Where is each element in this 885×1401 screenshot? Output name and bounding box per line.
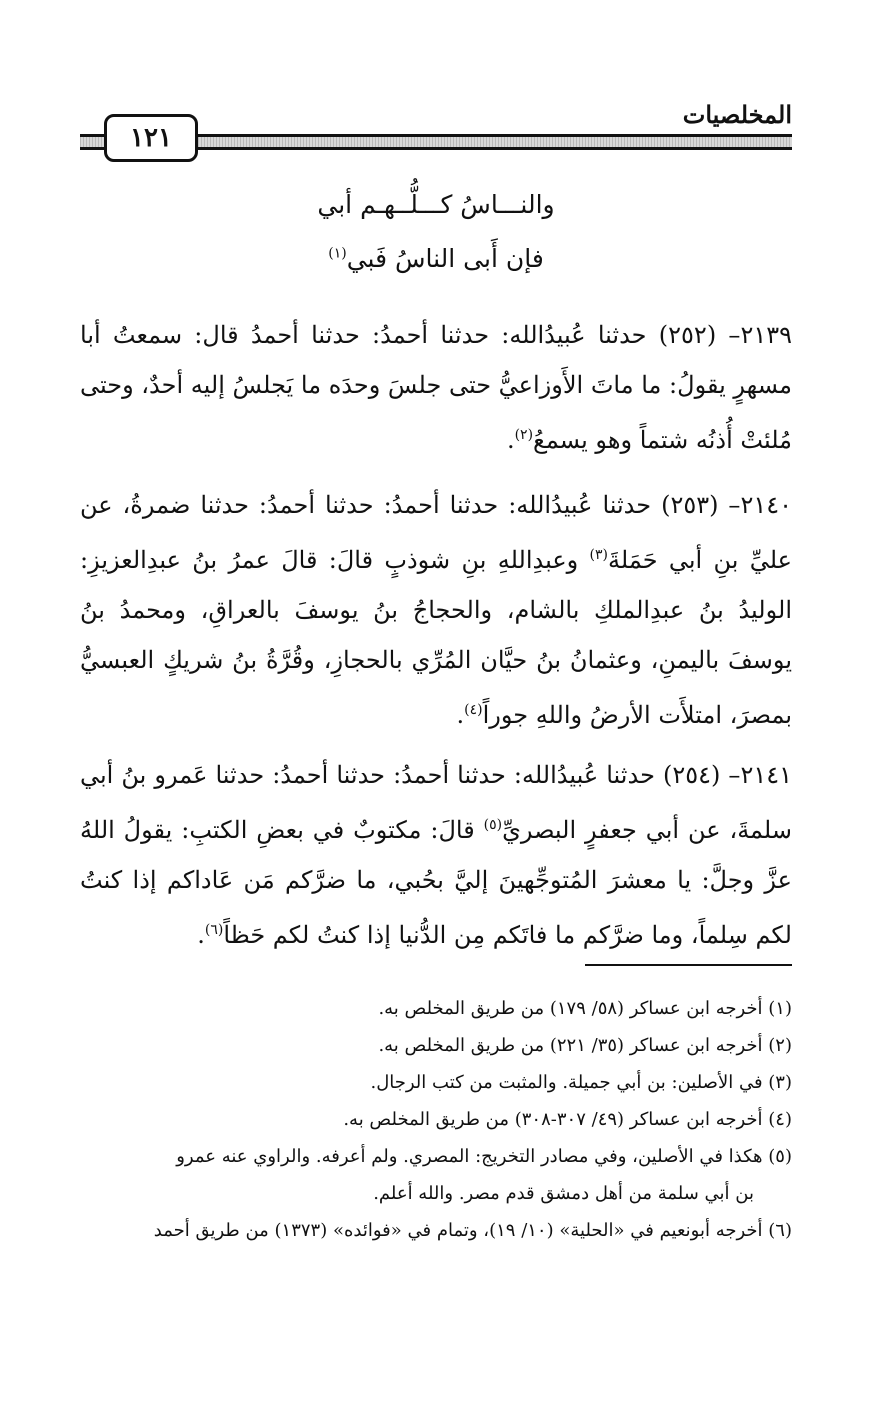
hadith-2140-text: ٢١٤٠– (٢٥٣) حدثنا عُبيدُالله: حدثنا أحمدُ: حدثنا أحمدُ: حدثنا ضمرةُ، عن عليِّ بنِ أبي حَمَلةَ (80, 491, 792, 574)
footnotes (80, 990, 792, 1249)
footnote-ref-3: (٣) (589, 547, 609, 563)
footnote-5-cont-text: بن أبي سلمة من أهل دمشق قدم مصر. والله أعلم. (373, 1183, 754, 1204)
footnote-ref-4: (٤) (464, 702, 483, 718)
hadith-2139-text: ٢١٣٩– (٢٥٢) حدثنا عُبيدُالله: حدثنا أحمدُ: حدثنا أحمدُ قال: سمعتُ أبا مسهرٍ يقولُ: ما ماتَ الأَوزاعيُّ حتى جلسَ وحدَه ما يَجلسُ إليه أحدٌ، وحتى مُلئتْ أُذنُه شتماً وهو يسمعُ (80, 321, 792, 454)
footnote-1: (١) أخرجه ابن عساكر (٥٨/ ١٧٩) من طريق المخلص به. (378, 998, 792, 1019)
hadith-2141-end: . (197, 921, 205, 949)
page-number: ١٢١ (104, 114, 198, 162)
header-rule-left (80, 134, 104, 150)
hadith-2141 (80, 750, 792, 960)
footnote-ref-2: (٢) (514, 427, 534, 443)
footnote-4: (٤) أخرجه ابن عساكر (٤٩/ ٣٠٧-٣٠٨) من طريق المخلص به. (343, 1109, 792, 1130)
hadith-2141-text-2: قالَ: مكتوبٌ في بعضِ الكتبِ: يقولُ اللهُ عزَّ وجلَّ: يا معشرَ المُتوجِّهينَ إليَّ بحُبي، ما ضرَّكم مَن عَاداكم إذا كنتُ لكم سِلماً، وما ضرَّكم ما فاتَكم مِن الدُّنيا إذا كنتُ لكم حَظاً (80, 816, 792, 949)
footnote-3: (٣) في الأصلين: بن أبي جميلة. والمثبت من كتب الرجال. (370, 1072, 792, 1093)
verse-line-2 (80, 244, 792, 273)
verse-line-1-text: والنـــاسُ كـــلُّــهـم أبي (317, 190, 555, 219)
footnote-separator (585, 964, 792, 966)
hadith-2139 (80, 310, 792, 465)
hadith-2140-text-2: وعبدِاللهِ بنِ شوذبٍ قالَ: قالَ عمرُ بنُ عبدِالعزيزِ: الوليدُ بنُ عبدِالملكِ بالشام، والحجاجُ بنُ يوسفَ بالعراقِ، ومحمدُ بنُ يوسفَ باليمنِ، وعثمانُ بنُ حيَّان المُرِّي بالحجازِ، وقُرَّةُ بنُ شريكٍ العبسيُّ بمصرَ، امتلأَت الأرضُ واللهِ جوراً (80, 546, 792, 729)
verse-line-2-text: فإن أَبى الناسُ فَبي (346, 244, 544, 273)
footnote-5-continued (80, 1175, 792, 1212)
book-title: المخلصيات (682, 100, 792, 129)
footnote-6: (٦) أخرجه أبونعيم في «الحلية» (١٠/ ١٩)، وتمام في «فوائده» (١٣٧٣) من طريق أحمد (153, 1220, 792, 1241)
hadith-2139-end: . (506, 426, 515, 454)
footnote-ref-5: (٥) (483, 817, 503, 833)
hadith-2140 (80, 480, 792, 740)
footnote-5: (٥) هكذا في الأصلين، وفي مصادر التخريج: المصري. ولم أعرفه. والراوي عنه عمرو (176, 1146, 792, 1167)
header-rule (198, 134, 792, 150)
hadith-2140-end: . (456, 701, 465, 729)
hadith-2141-text: ٢١٤١– (٢٥٤) حدثنا عُبيدُالله: حدثنا أحمدُ: حدثنا أحمدُ: حدثنا عَمرو بنُ أبي سلمةَ، عن أبي جعفرٍ البصريِّ (80, 761, 792, 844)
page-header (80, 100, 792, 160)
footnote-ref-6: (٦) (204, 922, 224, 938)
footnote-2: (٢) أخرجه ابن عساكر (٣٥/ ٢٢١) من طريق المخلص به. (378, 1035, 792, 1056)
verse-line-1 (80, 190, 792, 219)
footnote-ref-1: (١) (328, 245, 347, 262)
